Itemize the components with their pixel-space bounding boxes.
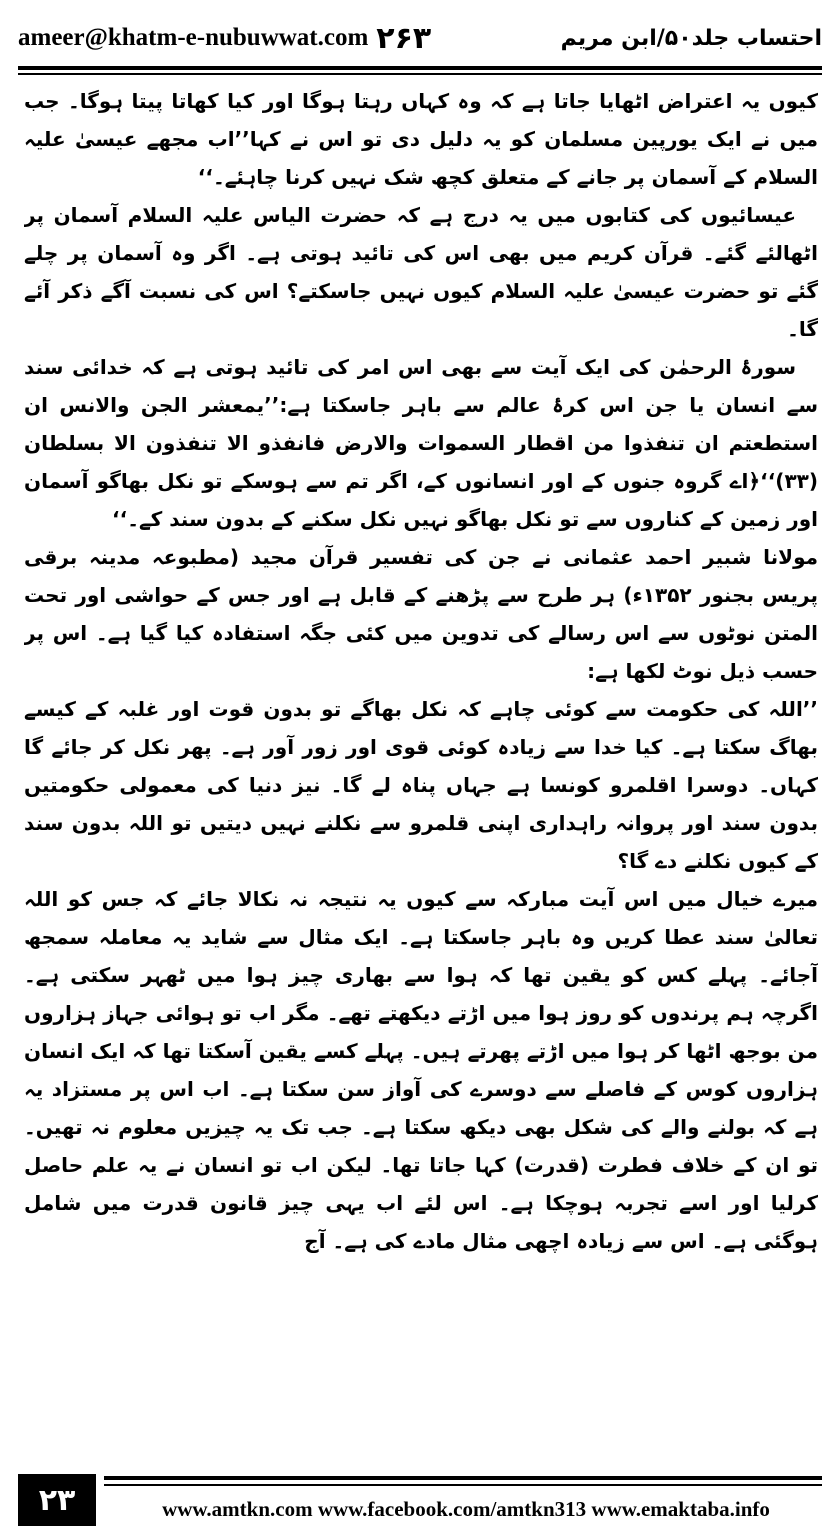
page-footer [18, 1464, 822, 1530]
header-page-number: ۲۶۳ [376, 20, 432, 56]
page-body [24, 82, 818, 1452]
paragraph-1: کیوں یہ اعتراض اٹھایا جاتا ہے کہ وہ کہاں رہتا ہوگا اور کیا کھاتا پیتا ہوگا۔ جب میں نے ایک یورپین مسلمان کو یہ دلیل دی تو اس نے کہا’’اب مجھے عیسیٰ علیہ السلام کے آسمان پر جانے کے متعلق کچھ شک نہیں کرنا چاہئے۔‘‘ [24, 89, 818, 189]
footer-links[interactable]: www.amtkn.com www.facebook.com/amtkn313 www.emaktaba.info [162, 1497, 770, 1521]
footer-rule-thick [104, 1476, 822, 1480]
paragraph-2: عیسائیوں کی کتابوں میں یہ درج ہے کہ حضرت الیاس علیہ السلام آسمان پر اٹھالئے گئے۔ قرآن کریم میں بھی اس کی تائید ہوتی ہے۔ اگر وہ آسمان پر چلے گئے تو حضرت عیسیٰ علیہ السلام کیوں نہیں جاسکتے؟ اس کی نسبت آگے ذکر آئے گا۔ [24, 203, 818, 341]
paragraph-6: میرے خیال میں اس آیت مبارکہ سے کیوں یہ نتیجہ نہ نکالا جائے کہ جس کو اللہ تعالیٰ سند عطا کریں وہ باہر جاسکتا ہے۔ ایک مثال سے شاید یہ معاملہ سمجھ آجائے۔ پہلے کس کو یقین تھا کہ ہوا سے بھاری چیز ہوا میں ٹھہر سکتی ہے۔ اگرچہ ہم پرندوں کو روز ہوا میں اڑتے دیکھتے تھے۔ مگر اب تو ہوائی جہاز ہزاروں من بوجھ اٹھا کر ہوا میں اڑتے پھرتے ہیں۔ پہلے کسے یقین آسکتا تھا کہ ایک انسان ہزاروں کوس کے فاصلے سے دوسرے کی آواز سن سکتا ہے۔ اب اس پر مستزاد یہ ہے کہ بولنے والے کی شکل بھی دیکھ سکتا ہے۔ جب تک یہ چیزیں معلوم نہ تھیں۔ تو ان کے خلاف فطرت (قدرت) کہا جاتا تھا۔ لیکن اب تو انسان نے یہ علم حاصل کرلیا اور اسے تجربہ ہوچکا ہے۔ اس لئے اب یہی چیز قانون قدرت میں شامل ہوگئی ہے۔ اس سے زیادہ اچھی مثال مادے کی ہے۔ آج [24, 887, 818, 1253]
paragraph-4: مولانا شبیر احمد عثمانی نے جن کی تفسیر قرآن مجید (مطبوعہ مدینہ برقی پریس بجنور ۱۳۵۲ء) ہر طرح سے پڑھنے کے قابل ہے اور جس کے حواشی اور تحت المتن نوٹوں سے اس رسالے کی تدوین میں کئی جگہ استفادہ کیا گیا ہے۔ اس پر حسب ذیل نوٹ لکھا ہے: [24, 545, 818, 683]
paragraph-5-quote: ’’اللہ کی حکومت سے کوئی چاہے کہ نکل بھاگے تو بدون قوت اور غلبہ کے کیسے بھاگ سکتا ہے۔ کیا خدا سے زیادہ کوئی قوی اور زور آور ہے۔ پھر نکل کر جائے گا کہاں۔ دوسرا اقلمرو کونسا ہے جہاں پناہ لے گا۔ نیز دنیا کی معمولی حکومتیں بدون سند اور پروانہ راہداری اپنی قلمرو سے نکلنے نہیں دیتیں تو اللہ بدون سند کے کیوں نکلنے دے گا؟ [24, 697, 818, 873]
footer-page-number: ۲۳ [18, 1474, 96, 1526]
header-rule-thick [18, 66, 822, 70]
header-rule-thin [18, 73, 822, 75]
running-title: احتساب جلد۵۰/ابن مریم [560, 25, 822, 51]
header-email[interactable]: ameer@khatm-e-nubuwwat.com [18, 24, 369, 51]
page-header [18, 12, 822, 64]
header-left [18, 21, 431, 56]
footer-rule-thin [104, 1484, 822, 1486]
paragraph-3: سورۂ الرحمٰن کی ایک آیت سے بھی اس امر کی تائید ہوتی ہے کہ خدائی سند سے انسان یا جن اس کرۂ عالم سے باہر جاسکتا ہے:’’یمعشر الجن والانس ان استطعتم ان تنفذوا من اقطار السموات والارض فانفذو الا تنفذون الا بسلطان (۳۳)‘‘﴿اے گروہ جنوں کے اور انسانوں کے، اگر تم سے ہوسکے تو نکل بھاگو آسمان اور زمین کے کناروں سے تو نکل بھاگو نہیں نکل سکنے کے بدون سند کے۔‘‘ [24, 355, 818, 531]
